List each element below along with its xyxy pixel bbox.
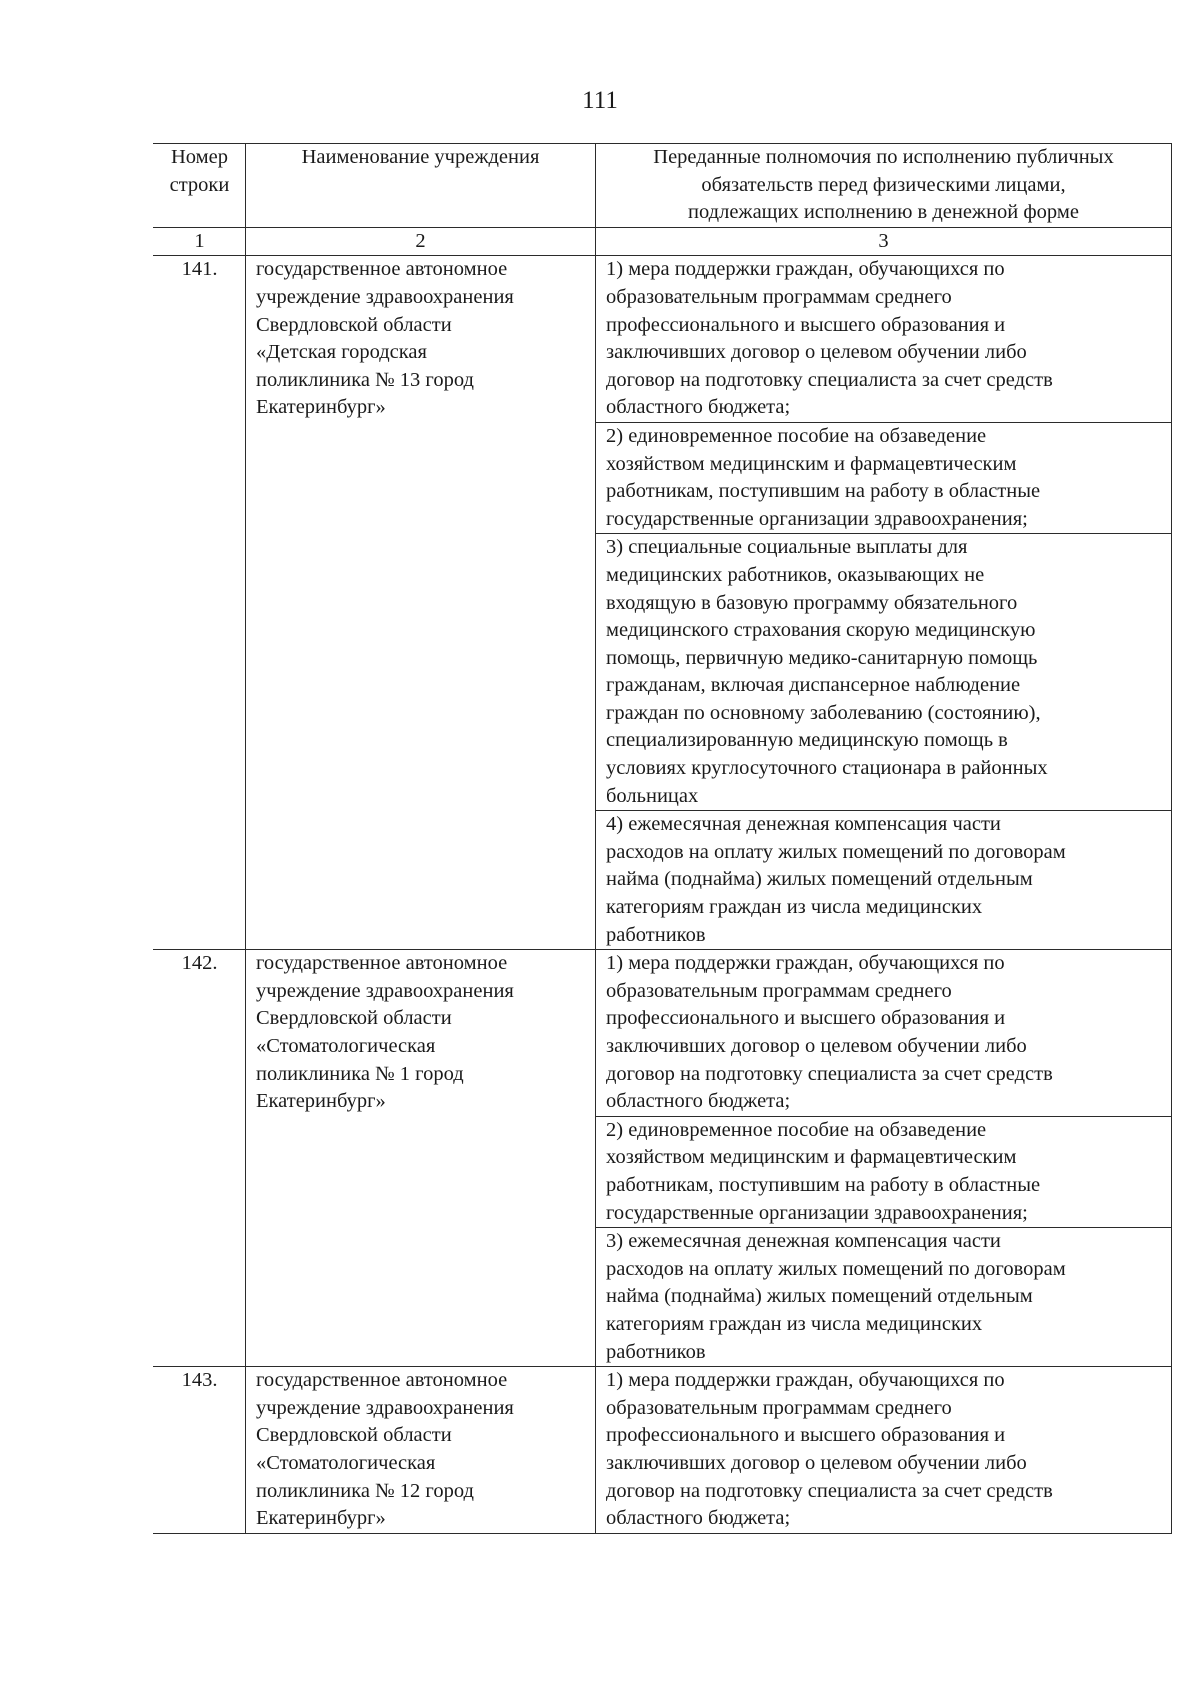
power-line: областного бюджета;	[606, 1507, 791, 1530]
header-line: подлежащих исполнению в денежной форме	[688, 201, 1079, 224]
power-line: медицинского страхования скорую медицинскую	[606, 619, 1036, 642]
power-line: хозяйством медицинским и фармацевтическим	[606, 1146, 1017, 1169]
power-line: областного бюджета;	[606, 396, 791, 419]
power-line: профессионального и высшего образования и	[606, 313, 1006, 336]
column-number-row	[154, 227, 1172, 256]
table-row	[154, 1367, 1172, 1534]
power-line: заключивших договор о целевом обучении либо	[606, 1035, 1027, 1057]
header-line: Переданные полномочия по исполнению публичных	[653, 146, 1114, 168]
power-line: входящую в базовую программу обязательного	[606, 591, 1018, 614]
power-line: условиях круглосуточного стационара в районных	[606, 757, 1048, 780]
institution-line: Свердловской области	[256, 1007, 452, 1030]
row-number: 141.	[154, 256, 246, 950]
power-line: договор на подготовку специалиста за счет средств	[606, 1479, 1053, 1502]
row-number: 143.	[154, 1367, 246, 1534]
powers-table	[153, 143, 1172, 1534]
power-line: работникам, поступившим на работу в областные	[606, 1173, 1041, 1196]
power-line: категориям граждан из числа медицинских	[606, 896, 983, 919]
table-body	[154, 144, 1172, 1534]
table-row	[154, 950, 1172, 1117]
power-line: образовательным программам среднего	[606, 1396, 952, 1419]
power-line: заключивших договор о целевом обучении либо	[606, 341, 1027, 364]
power-line: профессионального и высшего образования и	[606, 1007, 1006, 1030]
power-line: расходов на оплату жилых помещений по договорам	[606, 840, 1066, 863]
institution-line: государственное автономное	[256, 258, 508, 281]
power-line: специализированную медицинскую помощь в	[606, 729, 1008, 752]
power-line: заключивших договор о целевом обучении либо	[606, 1451, 1027, 1474]
institution-line: государственное автономное	[256, 1369, 508, 1392]
header-line: Номер	[171, 146, 228, 168]
power-line: найма (поднайма) жилых помещений отдельным	[606, 868, 1033, 891]
institution-name	[246, 950, 596, 1367]
institution-line: учреждение здравоохранения	[256, 285, 514, 308]
header-row	[154, 144, 1172, 228]
institution-name	[246, 256, 596, 950]
institution-line: учреждение здравоохранения	[256, 1396, 514, 1419]
institution-line: поликлиника № 12 город	[256, 1479, 474, 1502]
institution-line: Екатеринбург»	[256, 396, 386, 419]
power-item	[596, 422, 1172, 533]
power-item	[596, 1228, 1172, 1367]
power-line: 2) единовременное пособие на обзаведение	[606, 424, 987, 447]
header-row-number	[154, 144, 246, 228]
power-line: государственные организации здравоохранения;	[606, 1201, 1028, 1224]
institution-line: Екатеринбург»	[256, 1507, 386, 1530]
power-item	[596, 1367, 1172, 1534]
power-item	[596, 1116, 1172, 1227]
institution-line: учреждение здравоохранения	[256, 979, 514, 1002]
row-number: 142.	[154, 950, 246, 1367]
power-line: работников	[606, 923, 706, 946]
institution-line: «Стоматологическая	[256, 1451, 436, 1474]
power-line: помощь, первичную медико-санитарную помощь	[606, 646, 1038, 669]
institution-line: государственное автономное	[256, 952, 508, 975]
institution-line: поликлиника № 1 город	[256, 1062, 464, 1085]
institution-line: «Детская городская	[256, 341, 427, 364]
power-line: договор на подготовку специалиста за счет средств	[606, 368, 1053, 391]
power-line: профессионального и высшего образования и	[606, 1424, 1006, 1447]
power-line: хозяйством медицинским и фармацевтическим	[606, 452, 1017, 475]
page-number: 111	[582, 87, 618, 114]
institution-line: Свердловской области	[256, 1424, 452, 1447]
power-line: 1) мера поддержки граждан, обучающихся по	[606, 1369, 1005, 1392]
power-line: областного бюджета;	[606, 1090, 791, 1113]
column-number: 3	[596, 227, 1172, 256]
power-line: образовательным программам среднего	[606, 285, 952, 308]
power-line: гражданам, включая диспансерное наблюдение	[606, 674, 1021, 697]
power-line: граждан по основному заболеванию (состоянию),	[606, 701, 1041, 724]
institution-line: Екатеринбург»	[256, 1090, 386, 1113]
power-line: работников	[606, 1340, 706, 1363]
power-line: 4) ежемесячная денежная компенсация части	[606, 813, 1001, 836]
power-item	[596, 811, 1172, 950]
column-number: 2	[246, 227, 596, 256]
power-line: работникам, поступившим на работу в областные	[606, 480, 1041, 503]
power-line: государственные организации здравоохранения;	[606, 507, 1028, 530]
power-line: 1) мера поддержки граждан, обучающихся по	[606, 952, 1005, 975]
power-line: 3) ежемесячная денежная компенсация части	[606, 1230, 1001, 1253]
power-item	[596, 950, 1172, 1117]
header-powers	[596, 144, 1172, 228]
power-line: образовательным программам среднего	[606, 979, 952, 1002]
power-line: 3) специальные социальные выплаты для	[606, 536, 968, 559]
column-number: 1	[154, 227, 246, 256]
header-line: Наименование учреждения	[301, 146, 540, 168]
institution-line: «Стоматологическая	[256, 1035, 436, 1057]
power-line: медицинских работников, оказывающих не	[606, 563, 985, 586]
header-line: строки	[169, 173, 230, 196]
power-line: 1) мера поддержки граждан, обучающихся по	[606, 258, 1005, 281]
power-item	[596, 256, 1172, 423]
power-line: найма (поднайма) жилых помещений отдельным	[606, 1285, 1033, 1308]
power-line: больницах	[606, 784, 699, 807]
institution-line: поликлиника № 13 город	[256, 368, 474, 391]
institution-line: Свердловской области	[256, 313, 452, 336]
power-line: расходов на оплату жилых помещений по договорам	[606, 1257, 1066, 1280]
power-item	[596, 534, 1172, 811]
header-institution	[246, 144, 596, 228]
power-line: договор на подготовку специалиста за счет средств	[606, 1062, 1053, 1085]
institution-name	[246, 1367, 596, 1534]
power-line: 2) единовременное пособие на обзаведение	[606, 1118, 987, 1141]
header-line: обязательств перед физическими лицами,	[701, 173, 1066, 196]
power-line: категориям граждан из числа медицинских	[606, 1312, 983, 1335]
table-row	[154, 256, 1172, 423]
